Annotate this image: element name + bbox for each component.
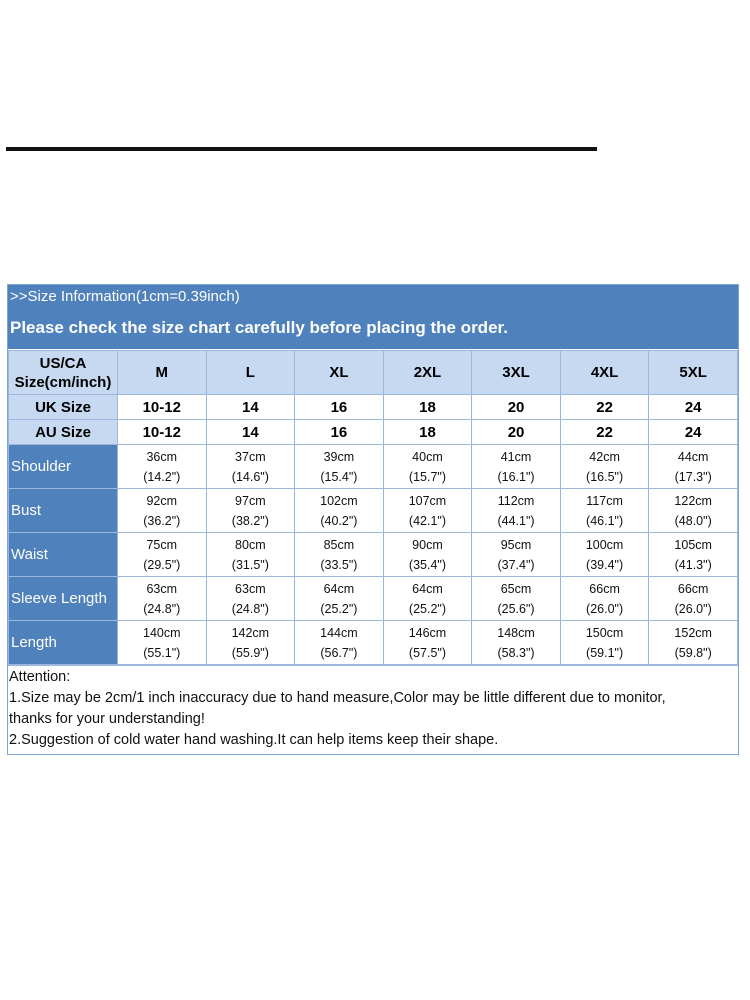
measurement-cell [383,445,472,489]
measurement-inch: (40.2") [320,513,358,528]
measurement-inch: (48.0") [674,513,712,528]
au-size-label: AU Size [9,420,118,445]
measurement-inch: (59.1") [586,645,624,660]
measurement-cell [560,489,649,533]
size-chart-banner [8,285,738,350]
measurement-cm: 100cm [585,537,624,552]
measurement-row [9,577,738,621]
au-size-value: 14 [206,420,295,445]
size-column-header: M [118,351,207,395]
measurement-cell [383,533,472,577]
measurement-cm: 107cm [408,493,447,508]
measurement-inch: (59.8") [674,645,712,660]
measurement-cell [295,577,384,621]
measurement-inch: (25.2") [320,601,358,616]
measurement-cell [649,489,738,533]
uk-size-value: 10-12 [118,395,207,420]
measurement-cm: 144cm [320,625,358,640]
measurement-cell [472,445,561,489]
measurement-cell [118,533,207,577]
measurement-cell [560,445,649,489]
measurement-cm: 66cm [589,581,620,596]
measurement-cell [383,621,472,665]
measurement-inch: (26.0") [586,601,624,616]
measurement-inch: (56.7") [320,645,358,660]
measurement-cm: 36cm [146,449,178,464]
measurement-cell [295,533,384,577]
measurement-cm: 64cm [412,581,443,596]
uk-size-value: 24 [649,395,738,420]
top-divider [6,147,597,151]
measurement-label: Shoulder [9,445,118,489]
measurement-cm: 142cm [231,625,270,640]
measurement-label: Waist [9,533,118,577]
measurement-cell [295,621,384,665]
measurement-cell [118,621,207,665]
measurement-inch: (37.4") [497,557,535,572]
measurement-cm: 95cm [500,537,532,552]
measurement-inch: (55.9") [231,645,269,660]
measurement-cell [649,533,738,577]
measurement-inch: (55.1") [143,645,181,660]
size-column-header: 5XL [649,351,738,395]
measurement-cm: 40cm [412,449,443,464]
measurement-cm: 37cm [235,449,266,464]
measurement-inch: (44.1") [497,513,535,528]
measurement-label: Sleeve Length [9,577,118,621]
measurement-cm: 140cm [143,625,181,640]
measurement-inch: (31.5") [231,557,269,572]
measurement-cm: 152cm [674,625,712,640]
measurement-inch: (17.3") [674,469,712,484]
attention-title: Attention: [9,669,71,685]
measurement-cell [649,445,738,489]
measurement-cell [206,577,295,621]
measurement-inch: (14.6") [231,469,269,484]
measurement-cell [295,489,384,533]
attention-note-2: 2.Suggestion of cold water hand washing.It can help items keep their shape. [9,732,499,748]
measurement-inch: (46.1") [586,513,624,528]
size-header-row [9,351,738,395]
measurement-cell [383,489,472,533]
measurement-row [9,445,738,489]
uk-size-value: 14 [206,395,295,420]
uk-size-value: 20 [472,395,561,420]
us-size-header-line1: US/CA [39,354,87,372]
uk-size-row [9,395,738,420]
measurement-inch: (15.4") [320,469,358,484]
measurement-cell [206,489,295,533]
au-size-value: 18 [383,420,472,445]
measurement-cm: 112cm [497,493,535,508]
measurement-label: Bust [9,489,118,533]
measurement-cm: 63cm [235,581,266,596]
measurement-inch: (33.5") [320,557,358,572]
attention-notes [8,665,738,754]
measurement-cm: 80cm [235,537,266,552]
measurement-inch: (14.2") [143,469,181,484]
measurement-row [9,489,738,533]
size-column-header: XL [295,351,384,395]
au-size-value: 20 [472,420,561,445]
measurement-cell [649,577,738,621]
measurement-cell [206,533,295,577]
measurement-inch: (25.6") [497,601,535,616]
measurement-cell [118,489,207,533]
measurement-cell [383,577,472,621]
measurement-cm: 105cm [674,537,712,552]
measurement-inch: (35.4") [408,557,447,572]
size-column-header: 2XL [383,351,472,395]
measurement-cell [560,621,649,665]
uk-size-label: UK Size [9,395,118,420]
size-check-notice: Please check the size chart carefully before placing the order. [10,318,508,337]
measurement-inch: (25.2") [408,601,447,616]
measurement-cm: 39cm [323,449,355,464]
measurement-inch: (39.4") [586,557,624,572]
measurement-cm: 146cm [408,625,447,640]
measurement-cell [206,621,295,665]
measurement-cm: 41cm [500,449,532,464]
measurement-row [9,621,738,665]
measurement-cell [472,489,561,533]
measurement-cm: 150cm [585,625,624,640]
measurement-cell [295,445,384,489]
measurement-inch: (16.5") [586,469,624,484]
size-chart [7,284,739,755]
measurement-cm: 122cm [674,493,712,508]
measurement-cell [118,445,207,489]
attention-note-1: 1.Size may be 2cm/1 inch inaccuracy due to hand measure,Color may be little different due to monitor, [9,690,666,706]
size-table [8,350,738,665]
measurement-row [9,533,738,577]
au-size-row [9,420,738,445]
measurement-cell [560,533,649,577]
measurement-inch: (16.1") [497,469,535,484]
measurement-cm: 42cm [589,449,620,464]
measurement-cell [206,445,295,489]
us-size-header [9,351,118,395]
measurement-inch: (24.8") [143,601,181,616]
us-size-header-line2: Size(cm/inch) [14,373,112,391]
measurement-cm: 102cm [320,493,358,508]
measurement-cm: 63cm [146,581,178,596]
au-size-value: 24 [649,420,738,445]
au-size-value: 10-12 [118,420,207,445]
measurement-cell [560,577,649,621]
au-size-value: 22 [560,420,649,445]
measurement-inch: (38.2") [231,513,269,528]
uk-size-value: 22 [560,395,649,420]
measurement-inch: (58.3") [497,645,535,660]
size-column-header: L [206,351,295,395]
measurement-cell [472,533,561,577]
measurement-cell [118,577,207,621]
measurement-label: Length [9,621,118,665]
measurement-cell [472,577,561,621]
measurement-cell [649,621,738,665]
measurement-cm: 65cm [500,581,532,596]
measurement-inch: (36.2") [143,513,181,528]
measurement-cm: 64cm [323,581,355,596]
measurement-inch: (29.5") [143,557,181,572]
attention-note-1-cont: thanks for your understanding! [9,711,205,727]
measurement-cm: 148cm [497,625,535,640]
measurement-cm: 97cm [235,493,266,508]
au-size-value: 16 [295,420,384,445]
measurement-cm: 92cm [146,493,178,508]
measurement-inch: (42.1") [408,513,447,528]
measurement-inch: (41.3") [674,557,712,572]
measurement-inch: (26.0") [674,601,712,616]
measurement-cm: 66cm [677,581,709,596]
measurement-inch: (15.7") [408,469,447,484]
measurement-cm: 117cm [586,493,623,508]
measurement-cm: 75cm [146,537,178,552]
size-column-header: 4XL [560,351,649,395]
measurement-cm: 90cm [412,537,443,552]
measurement-cm: 44cm [677,449,709,464]
size-info-heading: >>Size Information(1cm=0.39inch) [10,288,240,305]
uk-size-value: 18 [383,395,472,420]
measurement-inch: (24.8") [231,601,269,616]
measurement-cell [472,621,561,665]
measurement-inch: (57.5") [408,645,447,660]
size-column-header: 3XL [472,351,561,395]
uk-size-value: 16 [295,395,384,420]
measurement-cm: 85cm [323,537,355,552]
